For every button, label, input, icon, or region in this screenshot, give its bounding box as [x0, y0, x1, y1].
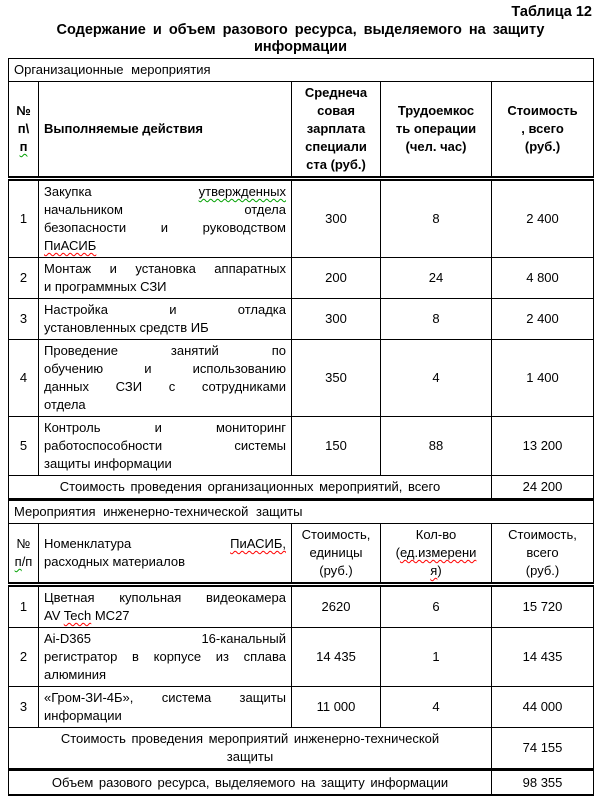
text-line	[497, 526, 588, 544]
text-line	[44, 319, 286, 337]
cost-cell: 13 200	[492, 417, 594, 476]
quantity-cell: 4	[381, 687, 492, 728]
col-header-unit-cost	[292, 524, 381, 585]
text-line	[497, 562, 588, 580]
text-segment: /п	[21, 554, 33, 569]
col-header-total-cost	[492, 524, 594, 585]
text-segment: )	[437, 563, 442, 578]
text-line	[44, 419, 286, 437]
section2-total-row	[9, 728, 594, 770]
row-number-cell: 2	[9, 258, 39, 299]
section1-total-value: 24 200	[492, 476, 594, 500]
text-line	[386, 138, 486, 156]
text-line	[44, 278, 286, 296]
text-segment: «Гром-ЗИ-4Б», система защиты	[44, 690, 286, 705]
section1-column-header-row	[9, 82, 594, 179]
text-line	[386, 120, 486, 138]
spellcheck-red-segment: Tech	[63, 608, 92, 623]
text-segment: №	[16, 536, 31, 551]
table-row	[9, 179, 594, 258]
labor-cell: 8	[381, 299, 492, 340]
spellcheck-red-segment: ПиАСИБ,	[230, 536, 286, 551]
text-segment: ста (руб.)	[306, 157, 366, 172]
text-line	[497, 120, 588, 138]
text-line	[44, 707, 286, 725]
text-segment: единицы	[309, 545, 363, 560]
text-line	[297, 526, 375, 544]
section1-total-label: Стоимость проведения организационных мероприятий, всего	[9, 476, 492, 500]
text-line	[297, 102, 375, 120]
section2-total-value: 74 155	[492, 728, 594, 770]
text-segment: всего	[526, 545, 559, 560]
action-cell	[39, 417, 292, 476]
text-segment: Номенклатура	[44, 536, 231, 551]
section2-total-label	[9, 728, 492, 770]
labor-cell: 4	[381, 340, 492, 417]
text-line	[44, 378, 286, 396]
unit-cost-cell: 14 435	[292, 628, 381, 687]
spellcheck-green-segment: п	[14, 554, 22, 569]
cost-cell: 2 400	[492, 179, 594, 258]
text-segment: регистратор в корпусе из сплава	[44, 649, 286, 664]
text-line	[297, 562, 375, 580]
text-line	[44, 360, 286, 378]
text-line	[44, 342, 286, 360]
text-line	[386, 526, 486, 544]
resource-table	[8, 58, 594, 796]
quantity-cell: 1	[381, 628, 492, 687]
text-segment: Стоимость,	[301, 527, 371, 542]
text-line	[44, 301, 286, 319]
col-header-quantity	[381, 524, 492, 585]
col-header-labor	[381, 82, 492, 179]
action-cell	[39, 258, 292, 299]
item-cell	[39, 585, 292, 628]
item-cell	[39, 687, 292, 728]
text-line	[44, 648, 286, 666]
spellcheck-green-segment: утвержденных	[198, 184, 286, 199]
text-segment: Трудоемкос	[397, 103, 475, 118]
text-line	[14, 748, 486, 766]
spellcheck-red-segment: я	[430, 563, 438, 578]
row-number-cell: 3	[9, 687, 39, 728]
unit-cost-cell: 11 000	[292, 687, 381, 728]
col-header-actions: Выполняемые действия	[39, 82, 292, 179]
labor-cell: 24	[381, 258, 492, 299]
document-title: Содержание и объем разового ресурса, выделяемого на защиту информации	[56, 22, 545, 55]
text-segment: №	[16, 103, 31, 118]
text-line	[44, 437, 286, 455]
spellcheck-red-segment: ПиАСИБ	[44, 238, 97, 253]
text-line	[44, 201, 286, 219]
text-line	[14, 553, 33, 571]
text-segment: отдела	[44, 397, 86, 412]
text-line	[14, 730, 486, 748]
section1-header-row	[9, 59, 594, 82]
text-segment: безопасности и руководством	[44, 220, 286, 235]
text-segment: расходных материалов	[44, 554, 185, 569]
item-cell	[39, 628, 292, 687]
text-line	[297, 120, 375, 138]
text-line	[14, 120, 33, 138]
rate-cell: 150	[292, 417, 381, 476]
unit-cost-cell: 2620	[292, 585, 381, 628]
text-segment: Ai-D365 16-канальный	[44, 631, 286, 646]
action-cell	[39, 299, 292, 340]
text-segment: совая	[317, 103, 355, 118]
rate-cell: 300	[292, 299, 381, 340]
text-segment: MC27	[91, 608, 130, 623]
text-segment: Контроль и мониторинг	[44, 420, 286, 435]
text-segment: (чел. час)	[405, 139, 467, 154]
text-segment: защиты	[226, 749, 274, 764]
text-line	[44, 607, 286, 625]
text-segment: (руб.)	[319, 563, 353, 578]
text-line	[44, 535, 286, 553]
table-row	[9, 340, 594, 417]
text-segment: работоспособности системы	[44, 438, 286, 453]
text-segment: установленных средств ИБ	[44, 320, 209, 335]
text-line	[386, 102, 486, 120]
text-line	[44, 553, 286, 571]
text-line	[297, 156, 375, 174]
cost-cell: 4 800	[492, 258, 594, 299]
action-cell	[39, 179, 292, 258]
text-segment: алюминия	[44, 667, 107, 682]
table-row	[9, 628, 594, 687]
grand-total-value: 98 355	[492, 770, 594, 796]
col-header-number	[9, 524, 39, 585]
table-row	[9, 585, 594, 628]
section1-total-row	[9, 476, 594, 500]
text-line	[297, 138, 375, 156]
col-header-nomenclature	[39, 524, 292, 585]
text-segment: п\	[17, 121, 30, 136]
text-line	[44, 589, 286, 607]
text-line	[14, 138, 33, 156]
text-line	[44, 219, 286, 237]
text-segment: Кол-во	[415, 527, 457, 542]
row-number-cell: 2	[9, 628, 39, 687]
rate-cell: 300	[292, 179, 381, 258]
cost-cell: 15 720	[492, 585, 594, 628]
text-line	[44, 183, 286, 201]
spellcheck-green-segment: п	[19, 139, 28, 154]
cost-cell: 2 400	[492, 299, 594, 340]
text-segment: начальником отдела	[44, 202, 286, 217]
quantity-cell: 6	[381, 585, 492, 628]
col-header-rate	[292, 82, 381, 179]
text-line	[386, 562, 486, 580]
text-line	[44, 689, 286, 707]
text-segment: информации	[44, 708, 122, 723]
section2-column-header-row	[9, 524, 594, 585]
text-segment: данных СЗИ с сотрудниками	[44, 379, 286, 394]
rate-cell: 200	[292, 258, 381, 299]
text-segment: Стоимость проведения мероприятий инженерно-технической	[60, 731, 440, 746]
text-segment: (руб.)	[524, 139, 561, 154]
text-segment: Стоимость,	[508, 527, 577, 542]
labor-cell: 8	[381, 179, 492, 258]
table-row	[9, 417, 594, 476]
text-line	[497, 102, 588, 120]
table-row	[9, 258, 594, 299]
row-number-cell: 3	[9, 299, 39, 340]
table-caption: Таблица 12	[511, 4, 592, 20]
section2-title: Мероприятия инженерно-технической защиты	[9, 500, 594, 524]
cost-cell: 1 400	[492, 340, 594, 417]
text-segment: Стоимость	[507, 103, 578, 118]
table-row	[9, 299, 594, 340]
text-segment: (	[395, 545, 400, 560]
text-line	[44, 630, 286, 648]
col-header-number	[9, 82, 39, 179]
text-line	[14, 535, 33, 553]
rate-cell: 350	[292, 340, 381, 417]
row-number-cell: 4	[9, 340, 39, 417]
text-line	[497, 544, 588, 562]
text-segment: защиты информации	[44, 456, 172, 471]
text-line	[297, 544, 375, 562]
text-line	[44, 237, 286, 255]
text-line	[14, 102, 33, 120]
text-segment: и программных СЗИ	[44, 279, 167, 294]
text-line	[44, 666, 286, 684]
text-line	[297, 84, 375, 102]
grand-total-row	[9, 770, 594, 796]
text-segment: обучению и использованию	[44, 361, 286, 376]
cost-cell: 44 000	[492, 687, 594, 728]
text-line	[44, 396, 286, 414]
text-line	[44, 455, 286, 473]
text-segment: Проведение занятий по	[44, 343, 286, 358]
text-line	[497, 138, 588, 156]
section2-header-row	[9, 500, 594, 524]
col-header-cost	[492, 82, 594, 179]
text-segment: AV	[44, 608, 64, 623]
table-row	[9, 687, 594, 728]
text-segment: (руб.)	[525, 563, 560, 578]
text-segment: зарплата	[306, 121, 366, 136]
text-segment: Закупка	[44, 184, 199, 199]
text-line	[386, 544, 486, 562]
row-number-cell: 1	[9, 179, 39, 258]
section1-title: Организационные мероприятия	[9, 59, 594, 82]
grand-total-label: Объем разового ресурса, выделяемого на защиту информации	[9, 770, 492, 796]
cost-cell: 14 435	[492, 628, 594, 687]
text-segment: Монтаж и установка аппаратных	[44, 261, 286, 276]
spellcheck-red-segment: ед.измерени	[399, 545, 477, 560]
text-segment: специали	[305, 139, 367, 154]
labor-cell: 88	[381, 417, 492, 476]
text-line	[44, 260, 286, 278]
text-segment: , всего	[521, 121, 564, 136]
text-segment: Среднеча	[304, 85, 368, 100]
action-cell	[39, 340, 292, 417]
text-segment: Настройка и отладка	[44, 302, 286, 317]
text-segment: Цветная купольная видеокамера	[44, 590, 286, 605]
row-number-cell: 5	[9, 417, 39, 476]
row-number-cell: 1	[9, 585, 39, 628]
text-segment: ть операции	[395, 121, 477, 136]
